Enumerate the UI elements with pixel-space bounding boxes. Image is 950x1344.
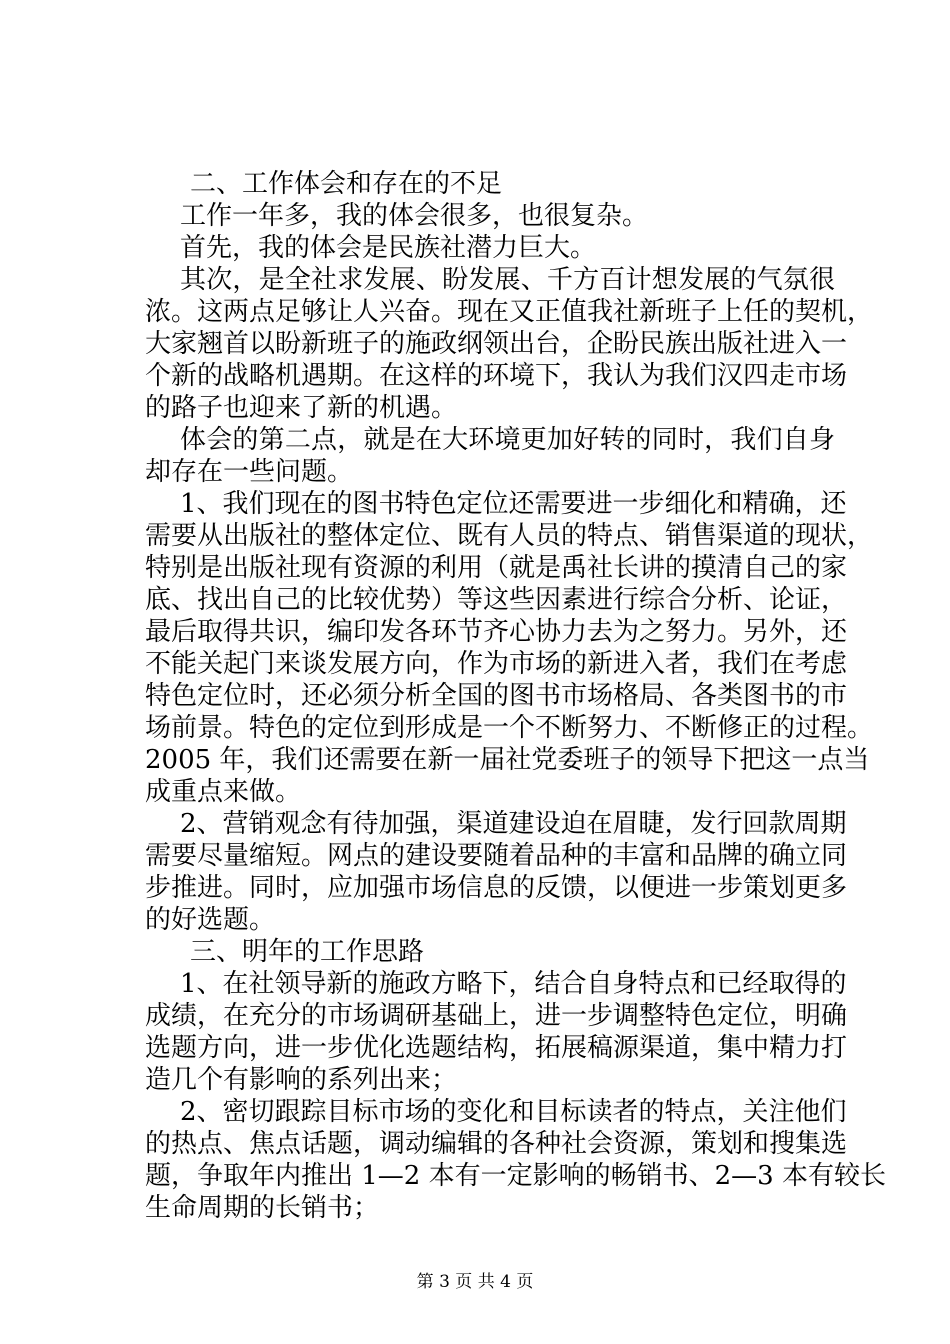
text-line: 大家翘首以盼新班子的施政纲领出台，企盼民族出版社进入一 xyxy=(145,329,848,359)
text-line: 却存在一些问题。 xyxy=(145,457,354,487)
page-footer: 第 3 页 共 4 页 xyxy=(416,1272,534,1292)
text-line: 的路子也迎来了新的机遇。 xyxy=(145,393,458,423)
text-line: 成重点来做。 xyxy=(145,777,302,807)
text-line: 三、明年的工作思路 xyxy=(190,937,425,967)
text-line: 最后取得共识，编印发各环节齐心协力去为之努力。另外，还 xyxy=(145,617,848,647)
text-line: 需要尽量缩短。网点的建设要随着品种的丰富和品牌的确立同 xyxy=(145,841,848,871)
text-line: 步推进。同时，应加强市场信息的反馈，以便进一步策划更多 xyxy=(145,873,848,903)
text-line: 1、在社领导新的施政方略下，结合自身特点和已经取得的 xyxy=(180,969,847,999)
text-line: 底、找出自己的比较优势）等这些因素进行综合分析、论证， xyxy=(145,585,848,615)
text-line: 不能关起门来谈发展方向，作为市场的新进入者，我们在考虑 xyxy=(145,649,848,679)
text-line: 特色定位时，还必须分析全国的图书市场格局、各类图书的市 xyxy=(145,681,848,711)
text-line: 个新的战略机遇期。在这样的环境下，我认为我们汉四走市场 xyxy=(145,361,848,391)
text-line: 场前景。特色的定位到形成是一个不断努力、不断修正的过程。 xyxy=(145,713,874,743)
text-line: 生命周期的长销书； xyxy=(145,1193,380,1223)
text-line: 其次，是全社求发展、盼发展、千方百计想发展的气氛很 xyxy=(180,265,835,295)
text-line: 特别是出版社现有资源的利用（就是禹社长讲的摸清自己的家 xyxy=(145,553,848,583)
text-line: 造几个有影响的系列出来； xyxy=(145,1065,458,1095)
text-line: 二、工作体会和存在的不足 xyxy=(190,169,503,199)
text-line: 成绩，在充分的市场调研基础上，进一步调整特色定位，明确 xyxy=(145,1001,848,1031)
text-line: 浓。这两点足够让人兴奋。现在又正值我社新班子上任的契机， xyxy=(145,297,874,327)
text-line: 选题方向，进一步优化选题结构，拓展稿源渠道，集中精力打 xyxy=(145,1033,848,1063)
text-line: 2、营销观念有待加强，渠道建设迫在眉睫，发行回款周期 xyxy=(180,809,847,839)
text-line: 2005 年，我们还需要在新一届社党委班子的领导下把这一点当 xyxy=(145,745,870,775)
text-line: 的热点、焦点话题，调动编辑的各种社会资源，策划和搜集选 xyxy=(145,1129,848,1159)
text-line: 需要从出版社的整体定位、既有人员的特点、销售渠道的现状， xyxy=(145,521,874,551)
text-line: 的好选题。 xyxy=(145,905,276,935)
text-line: 工作一年多，我的体会很多，也很复杂。 xyxy=(180,201,649,231)
text-line: 体会的第二点，就是在大环境更加好转的同时，我们自身 xyxy=(180,425,835,455)
text-line: 首先，我的体会是民族社潜力巨大。 xyxy=(180,233,597,263)
text-line: 1、我们现在的图书特色定位还需要进一步细化和精确，还 xyxy=(180,489,847,519)
text-line: 题，争取年内推出 1—2 本有一定影响的畅销书、2—3 本有较长 xyxy=(145,1161,886,1191)
text-line: 2、密切跟踪目标市场的变化和目标读者的特点，关注他们 xyxy=(180,1097,847,1127)
document-body xyxy=(145,168,886,1224)
